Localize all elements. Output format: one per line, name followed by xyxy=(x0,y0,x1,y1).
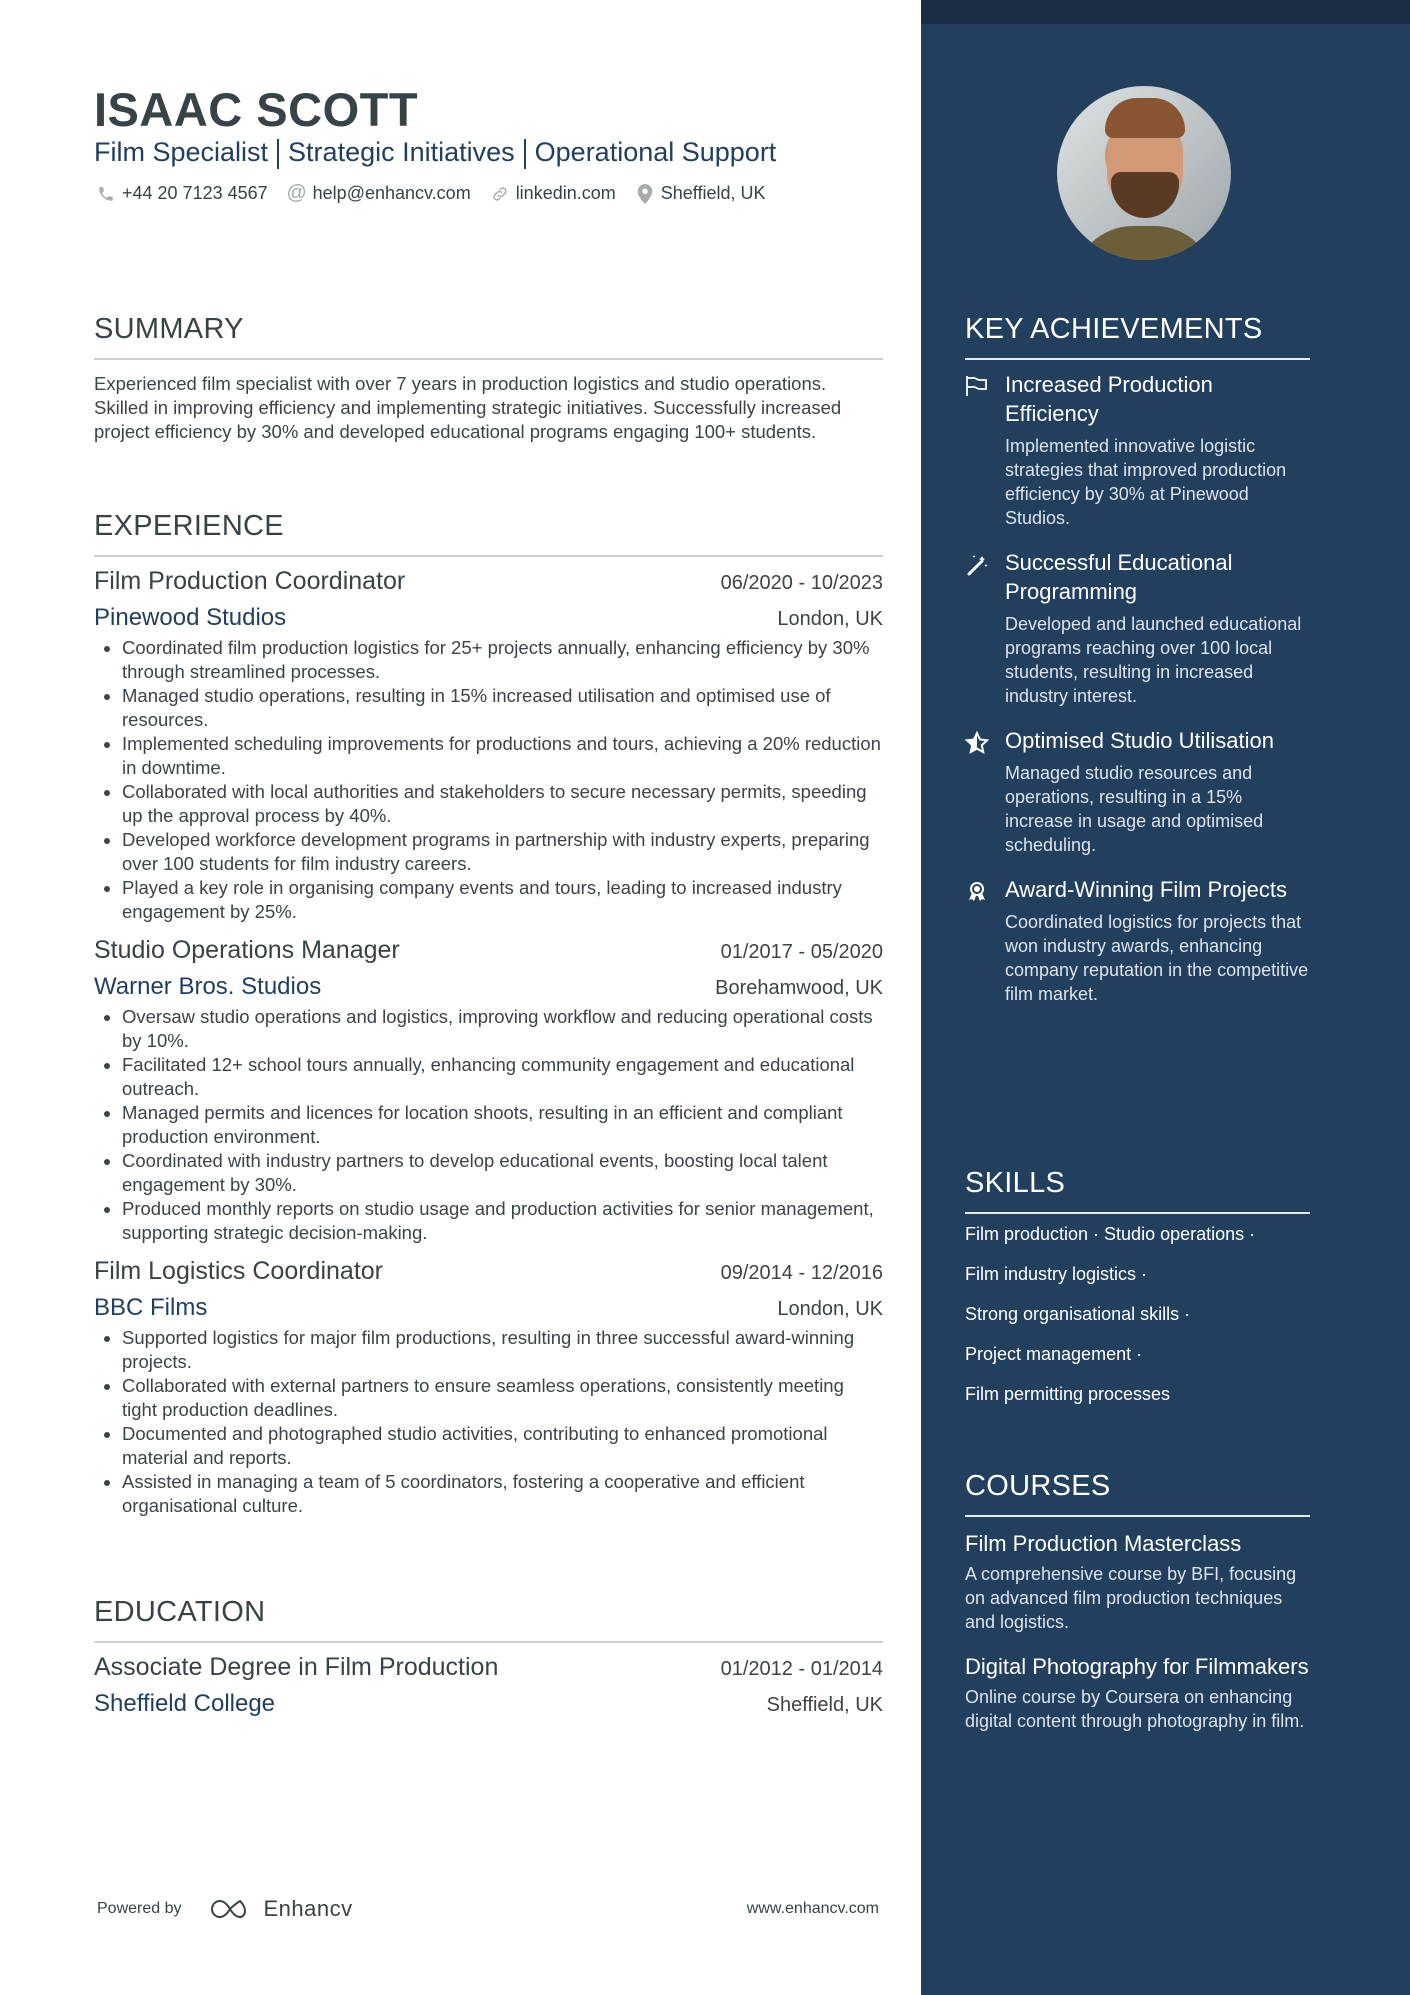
job-dates: 06/2020 - 10/2023 xyxy=(720,572,883,594)
headline-part: Film Specialist xyxy=(94,137,269,167)
contact-phone[interactable] xyxy=(96,183,268,204)
section-title: SUMMARY xyxy=(94,313,244,345)
bullet-item: • Collaborated with local authorities and stakeholders to secure necessary permits, speeding up the approval process by 40%. xyxy=(122,780,883,828)
summary-section xyxy=(94,312,883,444)
award-ribbon-icon xyxy=(965,875,1005,1006)
job-entry xyxy=(94,936,883,1245)
bullet-item: • Facilitated 12+ school tours annually, enhancing community engagement and educational outreach. xyxy=(122,1053,883,1101)
section-divider xyxy=(94,358,883,360)
footer-url[interactable]: www.enhancv.com xyxy=(746,1900,879,1917)
bullet-item: • Collaborated with external partners to ensure seamless operations, consistently meeting tight production deadlines. xyxy=(122,1374,883,1422)
degree-title: Associate Degree in Film Production xyxy=(94,1653,499,1681)
location-text: Sheffield, UK xyxy=(660,183,766,203)
job-entry xyxy=(94,567,883,924)
at-icon: @ xyxy=(286,182,307,204)
headline-part: Strategic Initiatives xyxy=(288,137,515,167)
achievement-desc: Implemented innovative logistic strategies that improved production efficiency by 30% at Pinewood Studios. xyxy=(1005,436,1287,528)
section-title: SKILLS xyxy=(965,1167,1066,1199)
headline-divider xyxy=(524,139,526,169)
job-title: Film Logistics Coordinator xyxy=(94,1257,383,1285)
bullet-item: • Developed workforce development programs in partnership with industry experts, preparing over 100 students for film industry careers. xyxy=(122,828,883,876)
contact-email[interactable] xyxy=(287,183,471,204)
achievement-desc: Coordinated logistics for projects that won industry awards, enhancing company reputation in the competitive film market. xyxy=(1005,912,1309,1004)
phone-number: +44 20 7123 4567 xyxy=(122,183,268,203)
course-title: Digital Photography for Filmmakers xyxy=(965,1654,1309,1679)
summary-text: Experienced film specialist with over 7 years in production logistics and studio operations. Skilled in improving efficiency and implementing strategic initiatives. Successfully increased project efficiency by 30% and developed educational programs engaging 100+ students. xyxy=(94,373,842,442)
section-divider xyxy=(965,358,1310,360)
link-text: linkedin.com xyxy=(515,183,616,203)
bullet-item: • Managed permits and licences for location shoots, resulting in an efficient and compliant production environment. xyxy=(122,1101,883,1149)
course-desc: Online course by Coursera on enhancing digital content through photography in film. xyxy=(965,1687,1305,1731)
headline xyxy=(94,136,776,169)
job-location: Borehamwood, UK xyxy=(715,977,883,999)
section-title: KEY ACHIEVEMENTS xyxy=(965,313,1263,345)
skill-line: Strong organisational skills · xyxy=(965,1304,1191,1324)
star-icon xyxy=(965,726,1005,857)
headline-divider xyxy=(277,139,279,169)
footer xyxy=(97,1896,879,1922)
job-dates: 09/2014 - 12/2016 xyxy=(720,1262,883,1284)
section-title: EXPERIENCE xyxy=(94,510,284,542)
link-icon xyxy=(490,184,510,204)
section-divider xyxy=(965,1515,1310,1517)
achievement-item xyxy=(965,548,1310,708)
job-title: Studio Operations Manager xyxy=(94,936,400,964)
enhancv-logo-icon xyxy=(208,1897,256,1921)
skill-line: Film industry logistics · xyxy=(965,1264,1148,1284)
sidebar xyxy=(921,0,1410,1995)
achievement-item xyxy=(965,726,1310,857)
achievement-item xyxy=(965,370,1310,530)
contact-info xyxy=(96,183,784,204)
brand-name: Enhancv xyxy=(263,1896,353,1921)
location-pin-icon xyxy=(635,184,655,204)
bullet-item: • Produced monthly reports on studio usage and production activities for senior management, supporting strategic decision-making. xyxy=(122,1197,883,1245)
job-entry xyxy=(94,1257,883,1518)
profile-photo xyxy=(1057,86,1231,260)
contact-link[interactable] xyxy=(490,183,616,204)
powered-by-label: Powered by xyxy=(97,1900,182,1917)
course-item xyxy=(965,1652,1310,1733)
achievement-title: Increased Production Efficiency xyxy=(1005,372,1213,426)
bullet-item: • Played a key role in organising company events and tours, leading to increased industry engagement by 25%. xyxy=(122,876,883,924)
job-location: London, UK xyxy=(777,608,883,630)
candidate-name: ISAAC SCOTT xyxy=(94,83,419,136)
education-section xyxy=(94,1595,883,1718)
bullet-item: • Documented and photographed studio activities, contributing to enhanced promotional material and reports. xyxy=(122,1422,883,1470)
headline-part: Operational Support xyxy=(534,137,777,167)
education-location: Sheffield, UK xyxy=(766,1694,883,1716)
bullet-item: • Implemented scheduling improvements for productions and tours, achieving a 20% reduction in downtime. xyxy=(122,732,883,780)
bullet-item: • Coordinated with industry partners to develop educational events, boosting local talent engagement by 30%. xyxy=(122,1149,883,1197)
bullet-item: • Managed studio operations, resulting in 15% increased utilisation and optimised use of resources. xyxy=(122,684,883,732)
achievement-desc: Managed studio resources and operations, resulting in a 15% increase in usage and optimised scheduling. xyxy=(1005,763,1264,855)
experience-section xyxy=(94,509,883,1518)
achievement-title: Optimised Studio Utilisation xyxy=(1005,728,1275,753)
skills-section xyxy=(965,1166,1310,1422)
education-entry xyxy=(94,1653,883,1718)
company-name: Warner Bros. Studios xyxy=(94,973,322,1000)
phone-icon xyxy=(96,184,116,204)
job-bullets xyxy=(94,1326,883,1518)
bullet-item: • Supported logistics for major film productions, resulting in three successful award-winning projects. xyxy=(122,1326,883,1374)
section-title: COURSES xyxy=(965,1470,1111,1502)
company-name: BBC Films xyxy=(94,1294,208,1321)
achievement-item xyxy=(965,875,1310,1006)
achievement-title: Successful Educational Programming xyxy=(1005,550,1233,604)
flag-icon xyxy=(965,370,1005,530)
job-bullets xyxy=(94,1005,883,1245)
section-divider xyxy=(94,555,883,557)
skill-line: Project management · xyxy=(965,1344,1143,1364)
magic-wand-icon xyxy=(965,548,1005,708)
job-location: London, UK xyxy=(777,1298,883,1320)
bullet-item: • Coordinated film production logistics for 25+ projects annually, enhancing efficiency by 30% through streamlined processes. xyxy=(122,636,883,684)
achievement-desc: Developed and launched educational programs reaching over 100 local students, resulting in increased industry interest. xyxy=(1005,614,1302,706)
skills-list xyxy=(965,1222,1310,1406)
bullet-item: • Oversaw studio operations and logistics, improving workflow and reducing operational costs by 10%. xyxy=(122,1005,883,1053)
course-title: Film Production Masterclass xyxy=(965,1531,1242,1556)
achievements-section xyxy=(965,312,1310,1006)
course-item xyxy=(965,1529,1310,1634)
section-title: EDUCATION xyxy=(94,1596,266,1628)
contact-location xyxy=(635,183,766,204)
achievement-title: Award-Winning Film Projects xyxy=(1005,877,1288,902)
education-dates: 01/2012 - 01/2014 xyxy=(720,1658,883,1680)
section-divider xyxy=(94,1641,883,1643)
section-divider xyxy=(965,1212,1310,1214)
job-bullets xyxy=(94,636,883,924)
course-desc: A comprehensive course by BFI, focusing on advanced film production techniques and logistics. xyxy=(965,1564,1297,1632)
sidebar-top-band xyxy=(921,0,1410,24)
bullet-item: • Assisted in managing a team of 5 coordinators, fostering a cooperative and efficient organisational culture. xyxy=(122,1470,883,1518)
email-address: help@enhancv.com xyxy=(312,183,471,203)
courses-section xyxy=(965,1469,1310,1733)
job-dates: 01/2017 - 05/2020 xyxy=(720,941,883,963)
company-name: Pinewood Studios xyxy=(94,604,287,631)
skill-line: Film permitting processes xyxy=(965,1384,1171,1404)
skill-line: Film production · Studio operations · xyxy=(965,1224,1256,1244)
job-title: Film Production Coordinator xyxy=(94,567,406,595)
school-name: Sheffield College xyxy=(94,1690,276,1717)
